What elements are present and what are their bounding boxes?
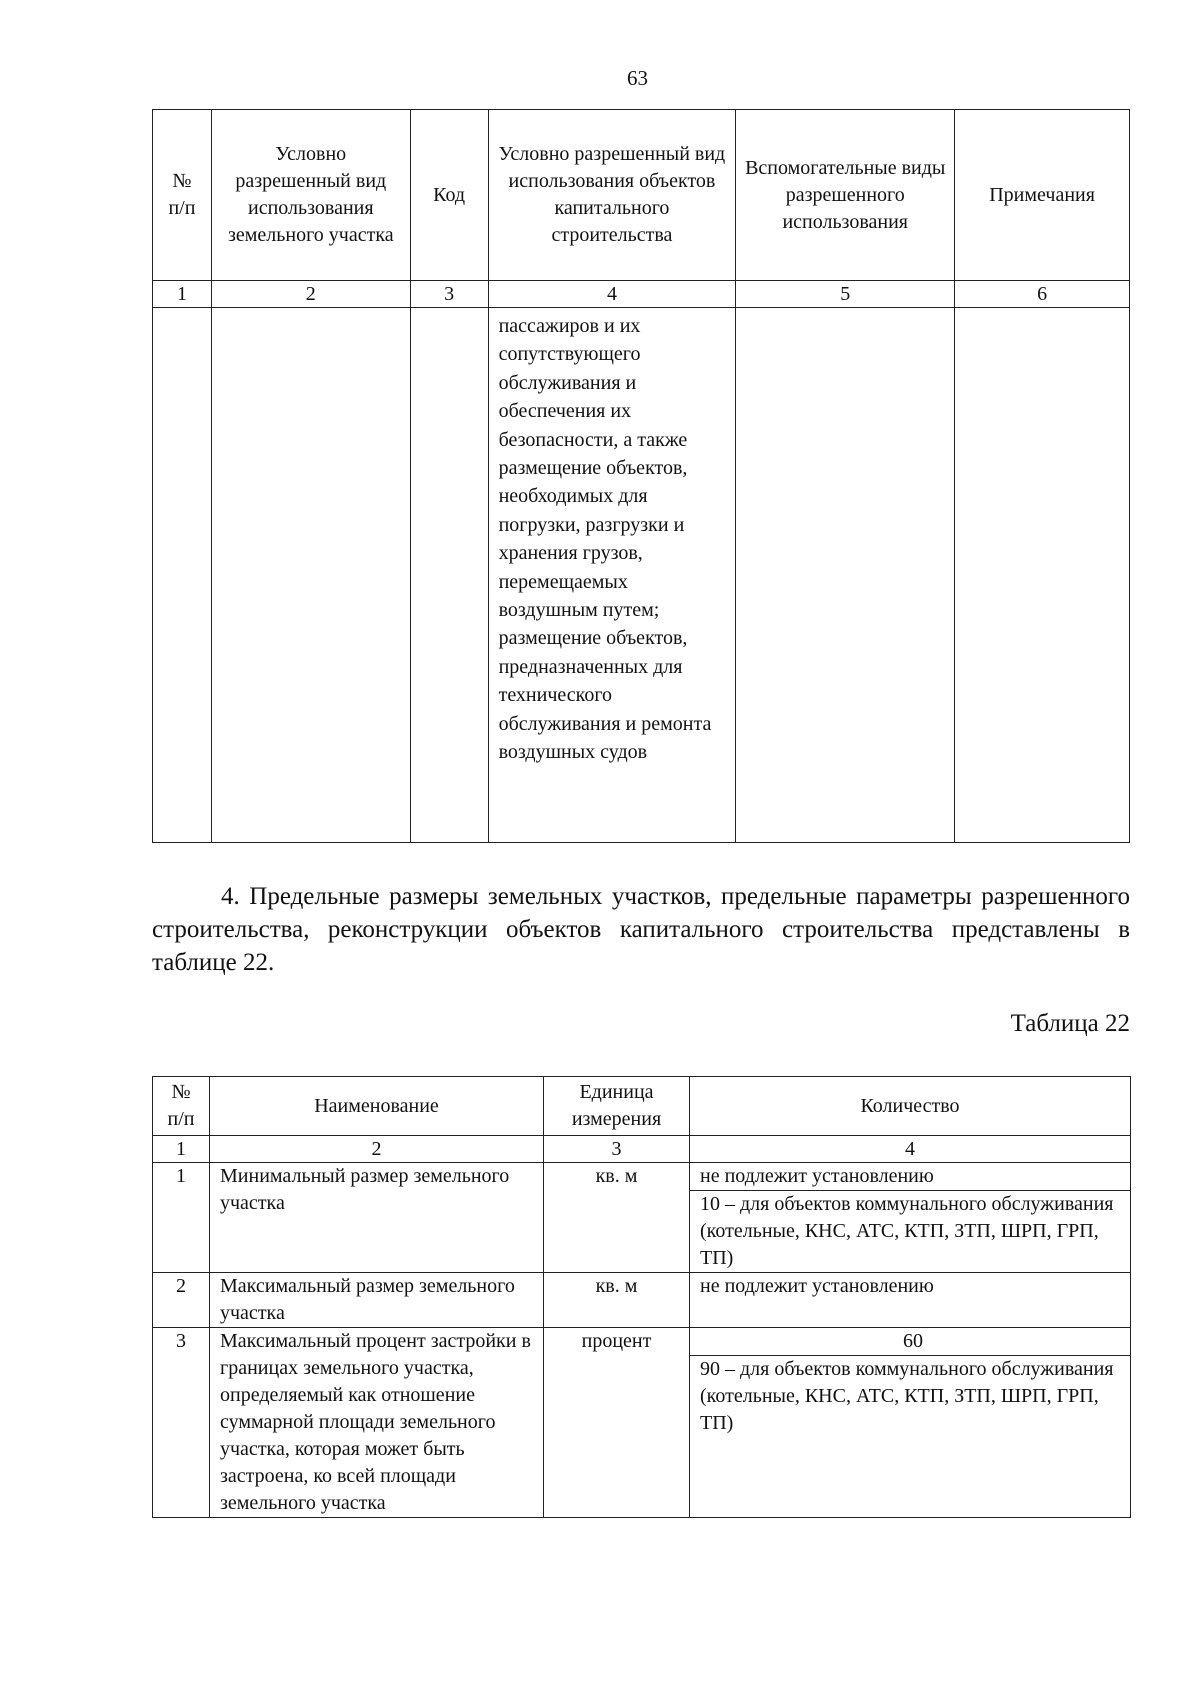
- header-auxiliary-use: Вспомогательные виды разрешенного использования: [736, 110, 955, 281]
- column-number: 1: [153, 1136, 210, 1163]
- column-number: 1: [153, 281, 212, 308]
- row-number: 2: [153, 1273, 210, 1328]
- header-code: Код: [410, 110, 488, 281]
- column-number: 3: [410, 281, 488, 308]
- table-caption: Таблица 22: [1010, 1010, 1130, 1037]
- quantity-value: не подлежит установлению: [700, 1275, 934, 1297]
- header-quantity: Количество: [690, 1077, 1131, 1136]
- header-unit: Единица измерения: [544, 1077, 690, 1136]
- cell-capital-construction-use: пассажиров и их сопутствующего обслуживания и обеспечения их безопасности, а также размещение объектов, необходимых для погрузки, разгрузки и хранения грузов, перемещаемых воздушным путем; размещение объектов, предназначенных для технического обслуживания и ремонта воздушных судов: [488, 308, 736, 843]
- page-number: 63: [627, 66, 648, 90]
- quantity-value: не подлежит установлению: [690, 1163, 1130, 1191]
- header-land-plot-use: Условно разрешенный вид использования земельного участка: [211, 110, 410, 281]
- row-unit: кв. м: [544, 1163, 690, 1273]
- row-number: 1: [153, 1163, 210, 1273]
- table-row: [153, 1328, 1131, 1518]
- header-notes: Примечания: [955, 110, 1130, 281]
- quantity-value: 10 – для объектов коммунального обслуживания (котельные, КНС, АТС, КТП, ЗТП, ШРП, ГРП, ТП): [700, 1193, 1114, 1269]
- row-unit: кв. м: [544, 1273, 690, 1328]
- header-number: № п/п: [153, 1077, 210, 1136]
- column-number: 4: [690, 1136, 1131, 1163]
- column-number: 4: [488, 281, 736, 308]
- cell-number: [153, 308, 212, 843]
- section-paragraph: [152, 880, 1130, 979]
- table-row: [153, 1273, 1131, 1328]
- table-row: [153, 1163, 1131, 1273]
- land-use-table: [152, 109, 1130, 843]
- row-number: 3: [153, 1328, 210, 1518]
- cell-code: [410, 308, 488, 843]
- column-number: 2: [210, 1136, 544, 1163]
- row-name: Максимальный процент застройки в границах земельного участка, определяемый как отношение суммарной площади земельного участка, которая может быть застроена, ко всей площади земельного участка: [210, 1328, 544, 1518]
- row-name: Минимальный размер земельного участка: [210, 1163, 544, 1273]
- quantity-value: 60: [690, 1328, 1130, 1356]
- row-quantity: [690, 1163, 1131, 1273]
- paragraph-text: 4. Предельные размеры земельных участков, предельные параметры разрешенного строительства, реконструкции объектов капитального строительства представлены в таблице 22.: [152, 883, 1130, 976]
- column-number: 5: [736, 281, 955, 308]
- column-number: 3: [544, 1136, 690, 1163]
- header-number: № п/п: [153, 110, 212, 281]
- header-capital-construction-use: Условно разрешенный вид использования объектов капитального строительства: [488, 110, 736, 281]
- row-unit: процент: [544, 1328, 690, 1518]
- cell-auxiliary-use: [736, 308, 955, 843]
- cell-land-plot-use: [211, 308, 410, 843]
- column-number: 2: [211, 281, 410, 308]
- header-name: Наименование: [210, 1077, 544, 1136]
- limits-table: [152, 1076, 1131, 1518]
- row-quantity: [690, 1273, 1131, 1328]
- row-quantity: [690, 1328, 1131, 1518]
- cell-notes: [955, 308, 1130, 843]
- row-name: Максимальный размер земельного участка: [210, 1273, 544, 1328]
- quantity-value: 90 – для объектов коммунального обслуживания (котельные, КНС, АТС, КТП, ЗТП, ШРП, ГРП, ТП): [700, 1358, 1114, 1434]
- column-number: 6: [955, 281, 1130, 308]
